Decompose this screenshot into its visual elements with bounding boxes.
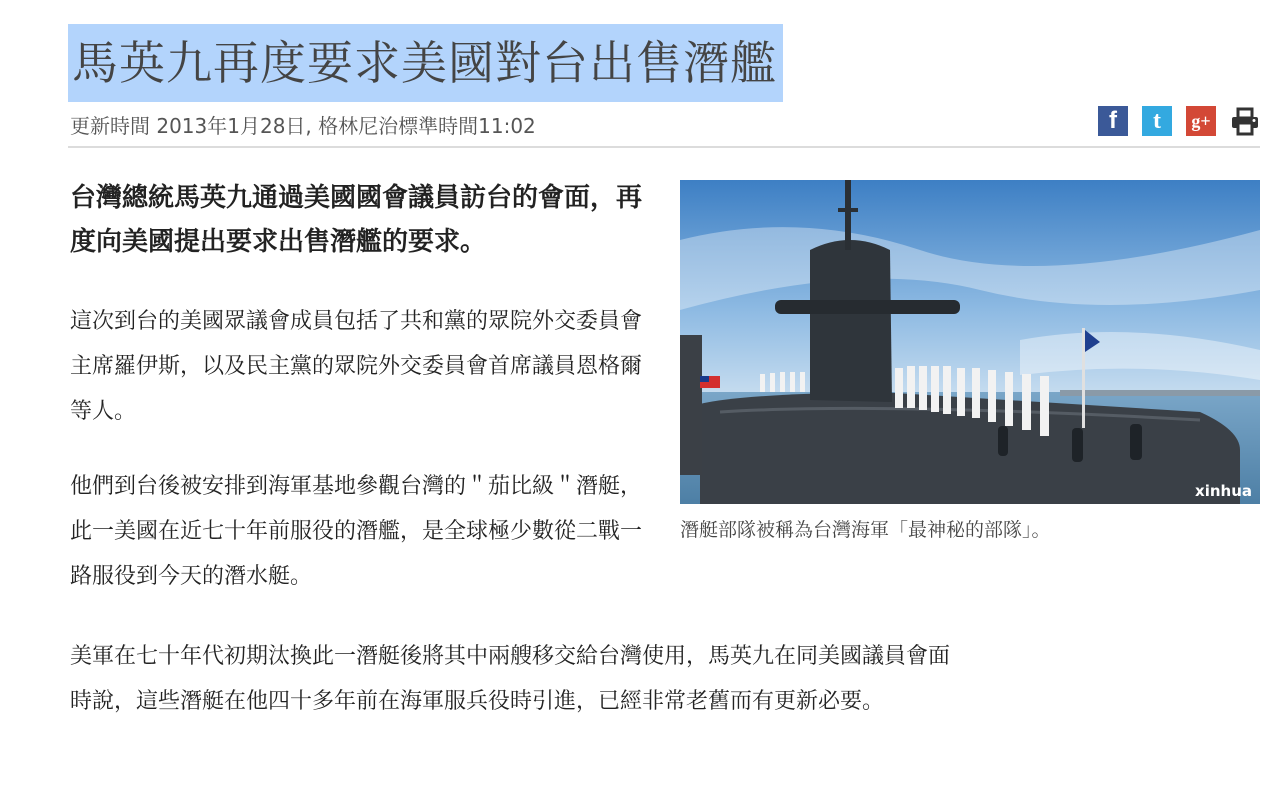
updated-timestamp: 更新時間 2013年1月28日, 格林尼治標準時間11:02 [70, 114, 536, 138]
header-divider [68, 146, 1260, 148]
image-caption: 潛艇部隊被稱為台灣海軍「最神秘的部隊」。 [680, 519, 1051, 541]
submarine-photo [680, 180, 1260, 504]
article-paragraph-1: 這次到台的美國眾議會成員包括了共和黨的眾院外交委員會主席羅伊斯，以及民主黨的眾院外交委員會首席議員恩格爾等人。 [70, 309, 643, 424]
image-credit: xinhua [1195, 482, 1252, 500]
twitter-icon[interactable] [1142, 106, 1172, 136]
share-bar [1098, 106, 1260, 136]
facebook-icon[interactable] [1098, 106, 1128, 136]
article-paragraph-2: 他們到台後被安排到海軍基地參觀台灣的＂茄比級＂潛艇，此一美國在近七十年前服役的潛艦，是全球極少數從二戰一路服役到今天的潛水艇。 [70, 474, 643, 589]
googleplus-label: g+ [1191, 110, 1211, 131]
print-icon[interactable] [1230, 106, 1260, 136]
submarine-illustration [680, 180, 1260, 504]
facebook-label: f [1109, 107, 1117, 134]
article-lead: 台灣總統馬英九通過美國國會議員訪台的會面，再度向美國提出要求出售潛艦的要求。 [70, 183, 643, 257]
googleplus-icon[interactable] [1186, 106, 1216, 136]
twitter-label: t [1153, 107, 1161, 134]
headline: 馬英九再度要求美國對台出售潛艦 [68, 24, 783, 102]
article-paragraph-3: 美軍在七十年代初期汰換此一潛艇後將其中兩艘移交給台灣使用，馬英九在同美國議員會面時說，這些潛艇在他四十多年前在海軍服兵役時引進，已經非常老舊而有更新必要。 [70, 644, 951, 714]
